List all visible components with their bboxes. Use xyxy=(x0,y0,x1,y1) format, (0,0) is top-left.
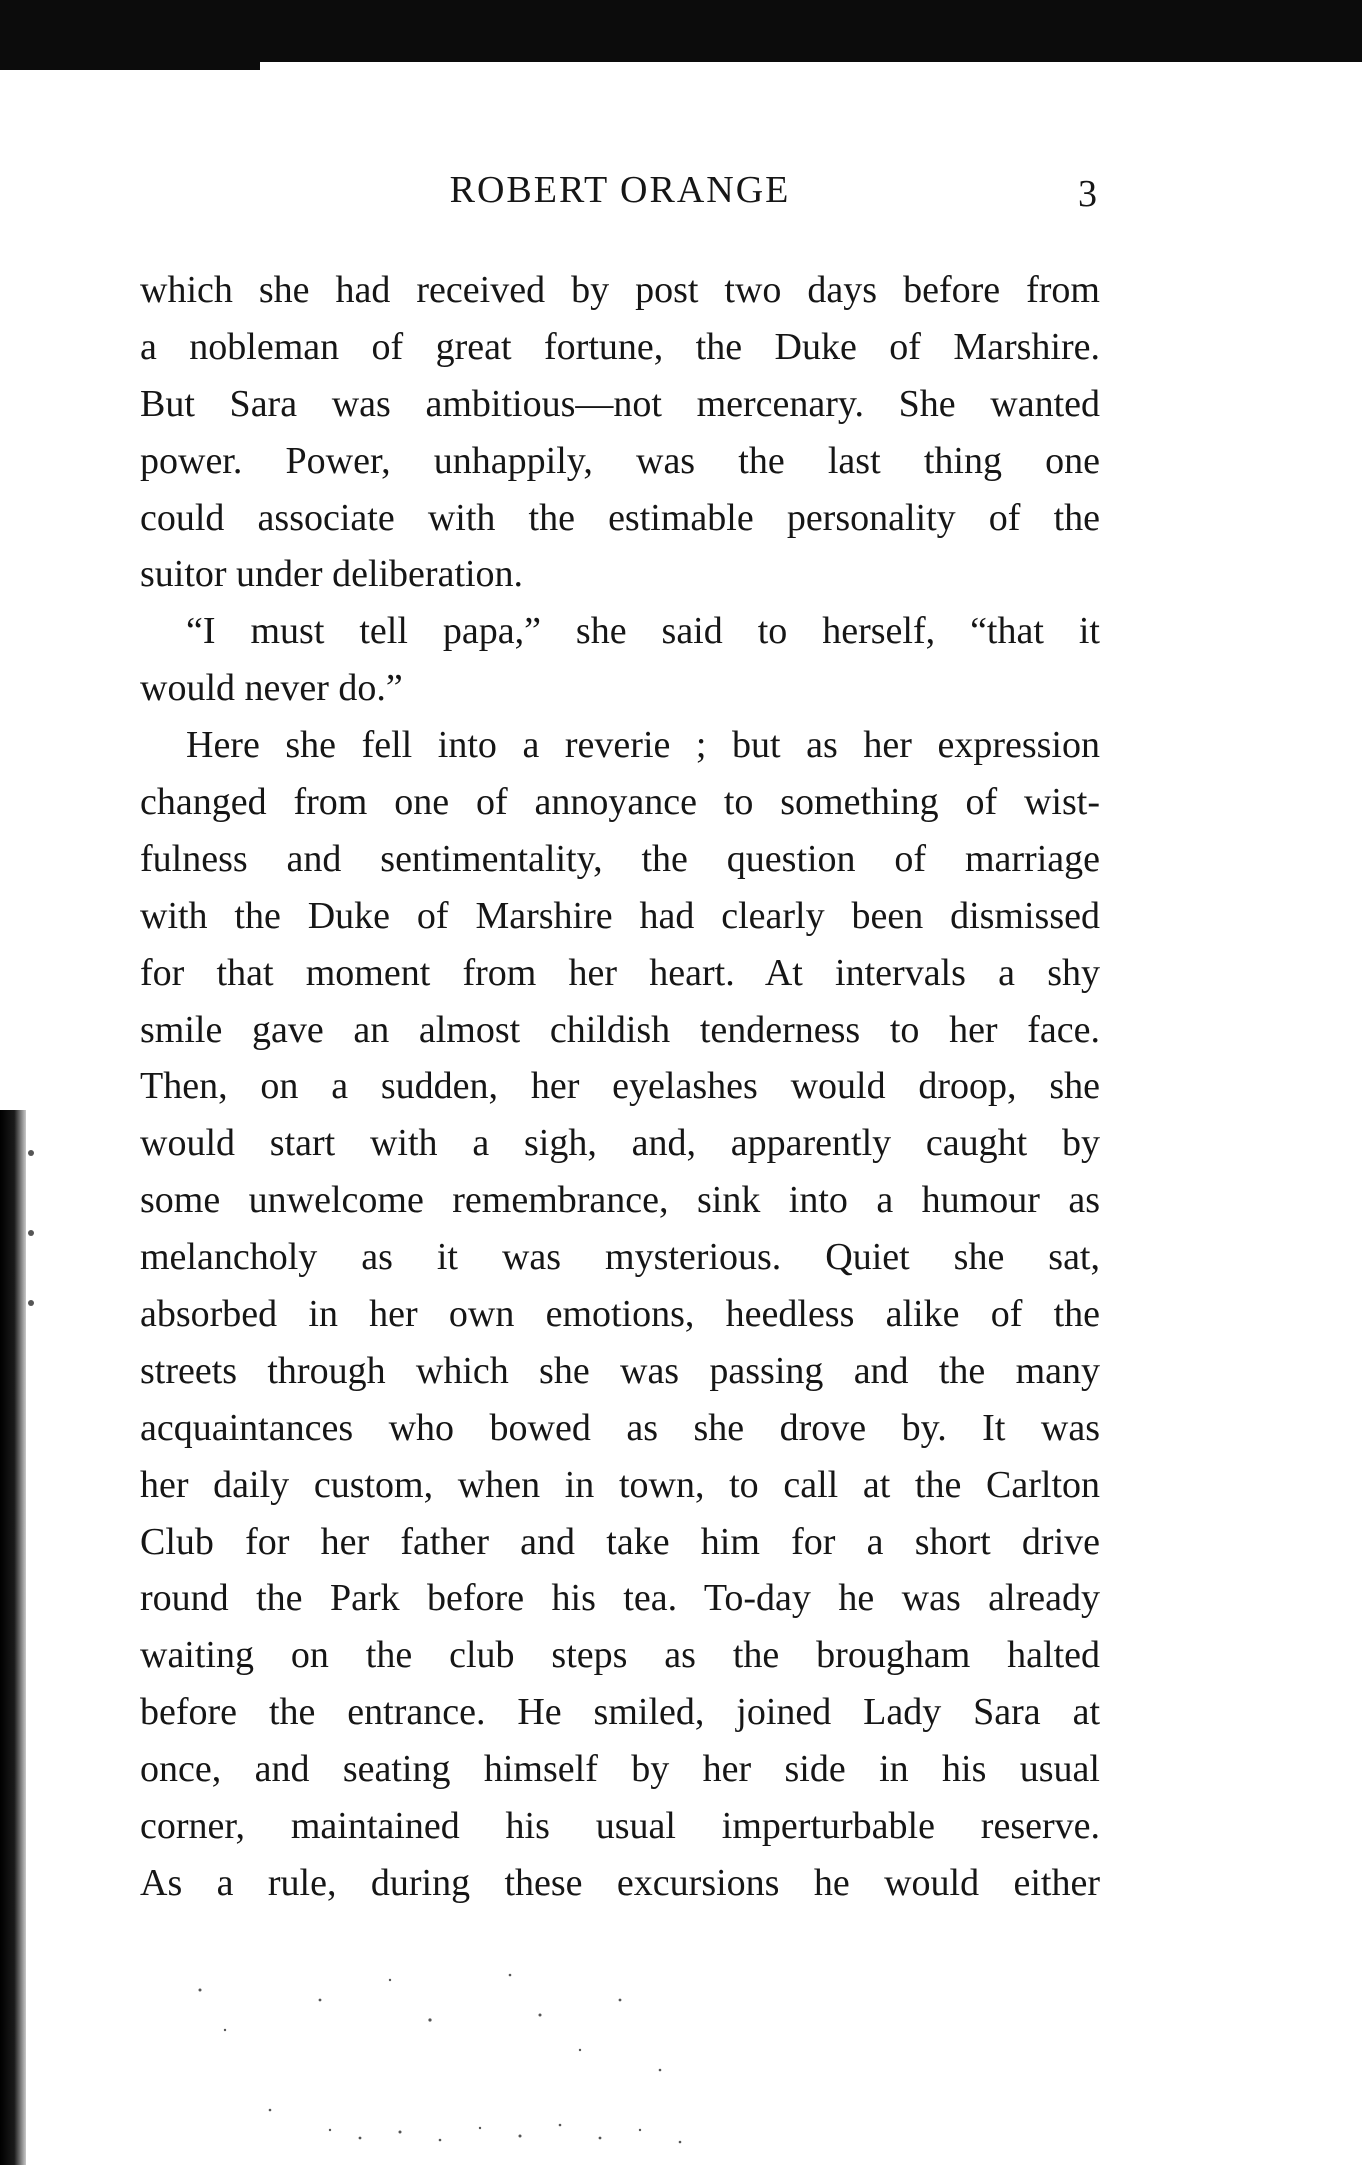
scan-specks xyxy=(180,1960,740,2150)
scan-top-border xyxy=(0,0,1362,62)
text-line: which she had received by post two days before from xyxy=(140,269,1100,311)
text-line: fulness and sentimentality, the question of marriage xyxy=(140,837,1100,880)
text-line: suitor under deliberation. xyxy=(140,553,524,596)
text-line: once, and seating himself by her side in his usual xyxy=(140,1748,1100,1791)
text-line: absorbed in her own emotions, heedless alike of the xyxy=(140,1293,1100,1336)
text-line: a nobleman of great fortune, the Duke of Marshire. xyxy=(140,325,1100,368)
text-line: melancholy as it was mysterious. Quiet she sat, xyxy=(140,1236,1100,1279)
text-line: But Sara was ambitious—not mercenary. She wanted xyxy=(140,382,1100,425)
text-line: waiting on the club steps as the brougham halted xyxy=(140,1634,1100,1677)
text-line: Here she fell into a reverie ; but as her expression xyxy=(186,724,1100,767)
page-number: 3 xyxy=(1078,173,1097,215)
text-line: “I must tell papa,” she said to herself, “that it xyxy=(186,610,1100,653)
body-text xyxy=(140,262,1100,1912)
scan-speck xyxy=(28,1300,34,1306)
scan-left-edge-shadow xyxy=(0,1110,26,2165)
scan-speck xyxy=(28,1150,34,1156)
text-line: changed from one of annoyance to something of wist- xyxy=(140,781,1100,824)
text-line: her daily custom, when in town, to call at the Carlton xyxy=(140,1463,1100,1506)
text-line: Club for her father and take him for a short drive xyxy=(140,1520,1100,1563)
text-line: As a rule, during these excursions he would either xyxy=(140,1861,1100,1904)
text-line: smile gave an almost childish tenderness to her face. xyxy=(140,1008,1100,1051)
text-line: streets through which she was passing and the many xyxy=(140,1349,1100,1392)
text-line: some unwelcome remembrance, sink into a humour as xyxy=(140,1179,1100,1222)
running-title: ROBERT ORANGE xyxy=(449,169,791,211)
running-header xyxy=(140,168,1100,228)
text-line: would start with a sigh, and, apparently caught by xyxy=(140,1122,1100,1165)
scan-top-border-tail xyxy=(0,56,260,70)
text-line: Then, on a sudden, her eyelashes would droop, she xyxy=(140,1065,1100,1108)
text-line: could associate with the estimable personality of the xyxy=(140,496,1100,539)
text-line: would never do.” xyxy=(140,667,403,710)
text-line: corner, maintained his usual imperturbable reserve. xyxy=(140,1805,1100,1848)
text-line: with the Duke of Marshire had clearly been dismissed xyxy=(140,894,1100,937)
text-line: for that moment from her heart. At intervals a shy xyxy=(140,951,1100,994)
scan-speck xyxy=(28,1230,34,1236)
text-line: round the Park before his tea. To-day he was already xyxy=(140,1577,1100,1620)
text-line: acquaintances who bowed as she drove by. It was xyxy=(140,1406,1100,1449)
text-line: before the entrance. He smiled, joined Lady Sara at xyxy=(140,1691,1100,1734)
text-line: power. Power, unhappily, was the last thing one xyxy=(140,439,1100,482)
